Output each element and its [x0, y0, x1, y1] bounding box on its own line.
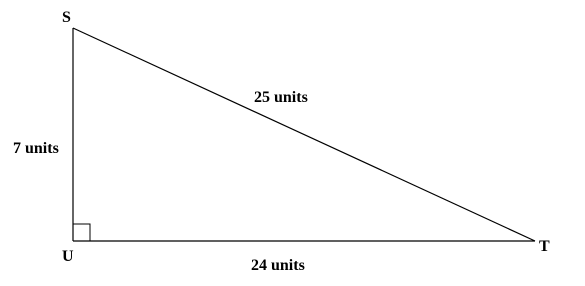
vertex-label-u: U: [62, 248, 74, 265]
vertex-label-t: T: [539, 238, 550, 255]
vertex-label-s: S: [62, 9, 71, 26]
side-label-ut: 24 units: [251, 257, 305, 274]
side-label-su: 7 units: [13, 140, 59, 157]
side-label-st: 25 units: [254, 89, 308, 106]
right-angle-marker: [73, 224, 90, 241]
edge-st: [73, 28, 535, 241]
